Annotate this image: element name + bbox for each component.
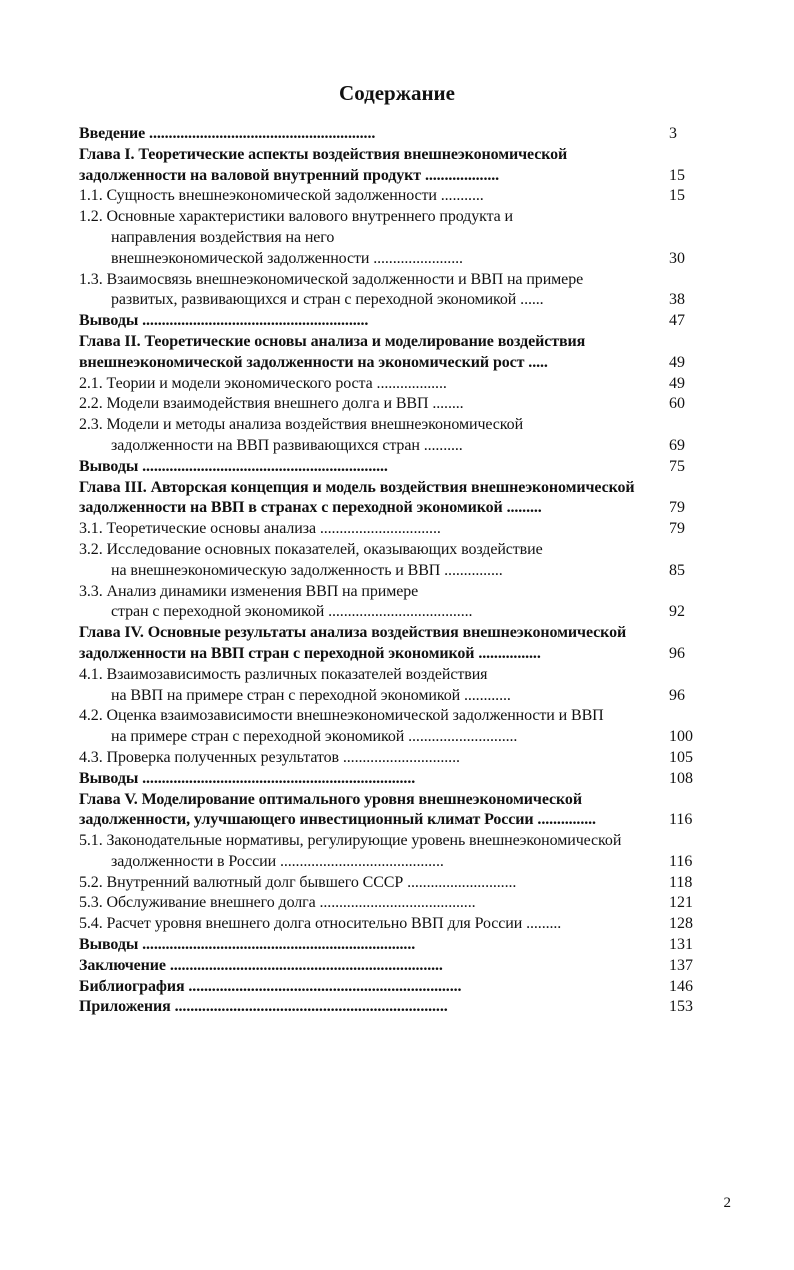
toc-entry-page-number: 47 [669, 312, 685, 330]
toc-entry-page-number: 3 [669, 125, 677, 142]
toc-entry [79, 893, 705, 914]
toc-entry [79, 145, 705, 166]
toc-entry-text: на ВВП на примере стран с переходной экономикой ............ [111, 686, 511, 704]
toc-entry-text: Глава V. Моделирование оптимального уровня внешнеэкономической [79, 790, 582, 808]
toc-entry-text: на примере стран с переходной экономикой ............................ [111, 728, 518, 746]
toc-entry [79, 290, 705, 311]
toc-entry-page-number: 60 [669, 395, 685, 413]
toc-entry-page-number: 15 [669, 166, 685, 184]
toc-entry-text: Глава I. Теоретические аспекты воздействия внешнеэкономической [79, 145, 568, 163]
toc-entry [79, 374, 705, 395]
toc-entry-page-number: 137 [669, 956, 693, 974]
toc-entry-text: 4.3. Проверка полученных результатов .............................. [79, 748, 460, 766]
toc-entry-text: 3.2. Исследование основных показателей, оказывающих воздействие [79, 540, 543, 558]
table-of-contents [79, 124, 705, 1018]
toc-entry-text: на внешнеэкономическую задолженность и ВВП ............... [111, 561, 503, 579]
toc-entry-text: 4.1. Взаимозависимость различных показателей воздействия [79, 665, 488, 683]
toc-entry-page-number: 116 [669, 811, 693, 829]
toc-entry-page-number: 116 [669, 852, 693, 870]
toc-entry-page-number: 69 [669, 436, 685, 454]
toc-entry-page-number: 131 [669, 936, 693, 954]
toc-entry-text: 1.2. Основные характеристики валового внутреннего продукта и [79, 208, 514, 226]
toc-entry-text: направления воздействия на него [111, 228, 335, 246]
toc-entry [79, 228, 705, 249]
toc-entry [79, 686, 705, 707]
toc-entry-page-number: 105 [669, 748, 693, 766]
toc-entry [79, 997, 705, 1018]
toc-entry [79, 478, 705, 499]
toc-entry-text: задолженности на ВВП в странах с переходной экономикой ......... [79, 499, 542, 517]
toc-entry [79, 498, 705, 519]
toc-entry-text: Заключение ...................................................................... [79, 956, 443, 974]
toc-entry-text: Выводы ............................................................... [79, 457, 388, 475]
toc-entry [79, 353, 705, 374]
toc-entry-page-number: 15 [669, 187, 685, 205]
toc-entry [79, 706, 705, 727]
toc-entry [79, 727, 705, 748]
toc-entry [79, 270, 705, 291]
toc-entry [79, 540, 705, 561]
toc-entry [79, 748, 705, 769]
toc-entry [79, 665, 705, 686]
toc-entry [79, 394, 705, 415]
toc-entry [79, 852, 705, 873]
toc-entry [79, 249, 705, 270]
toc-entry-text: Библиография ...................................................................... [79, 977, 462, 995]
toc-entry-page-number: 92 [669, 603, 685, 621]
toc-entry-text: Приложения ...................................................................... [79, 998, 448, 1016]
toc-entry [79, 873, 705, 894]
toc-entry-text: задолженности на валовой внутренний продукт ................... [79, 166, 500, 184]
toc-entry-page-number: 96 [669, 644, 685, 662]
toc-entry [79, 769, 705, 790]
toc-entry-page-number: 49 [669, 374, 685, 392]
toc-entry [79, 831, 705, 852]
toc-entry-text: 5.1. Законодательные нормативы, регулирующие уровень внешнеэкономической [79, 832, 622, 850]
toc-entry [79, 956, 705, 977]
toc-entry [79, 207, 705, 228]
toc-entry-text: внешнеэкономической задолженности ....................... [111, 249, 463, 267]
toc-entry-text: Введение .......................................................... [79, 125, 376, 142]
toc-entry-text: внешнеэкономической задолженности на экономический рост ..... [79, 353, 548, 371]
toc-entry-text: задолженности на ВВП развивающихся стран .......... [111, 436, 463, 454]
toc-entry-text: 5.2. Внутренний валютный долг бывшего СССР ............................ [79, 873, 517, 891]
toc-entry-text: задолженности в России .......................................... [111, 852, 444, 870]
toc-entry-text: 1.3. Взаимосвязь внешнеэкономической задолженности и ВВП на примере [79, 270, 584, 288]
toc-entry-page-number: 79 [669, 499, 685, 517]
toc-entry [79, 124, 705, 145]
toc-entry-page-number: 118 [669, 873, 693, 891]
toc-entry-page-number: 38 [669, 291, 685, 309]
toc-entry-text: 3.3. Анализ динамики изменения ВВП на примере [79, 582, 419, 600]
toc-entry-text: Выводы ...................................................................... [79, 769, 416, 787]
toc-entry [79, 519, 705, 540]
toc-entry [79, 810, 705, 831]
toc-entry-page-number: 30 [669, 249, 685, 267]
toc-entry-text: задолженности на ВВП стран с переходной экономикой ................ [79, 644, 541, 662]
toc-entry-text: Выводы ...................................................................... [79, 936, 416, 954]
toc-entry-text: 5.4. Расчет уровня внешнего долга относительно ВВП для России ......... [79, 915, 562, 933]
toc-entry-text: 1.1. Сущность внешнеэкономической задолженности ........... [79, 187, 484, 205]
toc-entry [79, 602, 705, 623]
toc-entry-text: 2.3. Модели и методы анализа воздействия внешнеэкономической [79, 416, 524, 434]
toc-entry [79, 436, 705, 457]
footer-page-number: 2 [723, 1195, 731, 1211]
toc-entry-page-number: 153 [669, 998, 693, 1016]
toc-entry-page-number: 96 [669, 686, 685, 704]
toc-entry [79, 332, 705, 353]
toc-entry-page-number: 100 [669, 728, 693, 746]
page-title: Содержание [339, 81, 455, 105]
toc-entry-text: 2.2. Модели взаимодействия внешнего долга и ВВП ........ [79, 395, 464, 413]
toc-entry-text: Глава III. Авторская концепция и модель воздействия внешнеэкономической [79, 478, 635, 496]
toc-entry-page-number: 85 [669, 561, 685, 579]
toc-entry-page-number: 108 [669, 769, 693, 787]
toc-entry-text: стран с переходной экономикой ..................................... [111, 603, 473, 621]
toc-entry-page-number: 49 [669, 353, 685, 371]
toc-entry [79, 311, 705, 332]
toc-entry [79, 415, 705, 436]
toc-entry [79, 582, 705, 603]
toc-entry [79, 561, 705, 582]
toc-entry-text: Глава II. Теоретические основы анализа и моделирование воздействия [79, 332, 586, 350]
toc-entry [79, 166, 705, 187]
toc-entry [79, 644, 705, 665]
toc-entry-page-number: 75 [669, 457, 685, 475]
toc-entry [79, 457, 705, 478]
toc-entry-text: 2.1. Теории и модели экономического роста .................. [79, 374, 447, 392]
toc-entry [79, 935, 705, 956]
toc-entry-page-number: 121 [669, 894, 693, 912]
toc-entry [79, 977, 705, 998]
toc-entry [79, 186, 705, 207]
toc-entry-text: 3.1. Теоретические основы анализа ............................... [79, 520, 441, 538]
toc-entry-page-number: 146 [669, 977, 693, 995]
toc-entry-text: задолженности, улучшающего инвестиционный климат России ............... [79, 811, 596, 829]
toc-entry [79, 623, 705, 644]
toc-entry [79, 914, 705, 935]
toc-entry-text: Глава IV. Основные результаты анализа воздействия внешнеэкономической [79, 624, 627, 642]
toc-entry-text: Выводы .......................................................... [79, 312, 369, 330]
toc-entry-page-number: 128 [669, 915, 693, 933]
toc-entry-text: 4.2. Оценка взаимозависимости внешнеэкономической задолженности и ВВП [79, 707, 604, 725]
toc-entry-text: развитых, развивающихся и стран с переходной экономикой ...... [111, 291, 544, 309]
toc-entry-text: 5.3. Обслуживание внешнего долга ........................................ [79, 894, 476, 912]
toc-entry-page-number: 79 [669, 520, 685, 538]
toc-entry [79, 790, 705, 811]
